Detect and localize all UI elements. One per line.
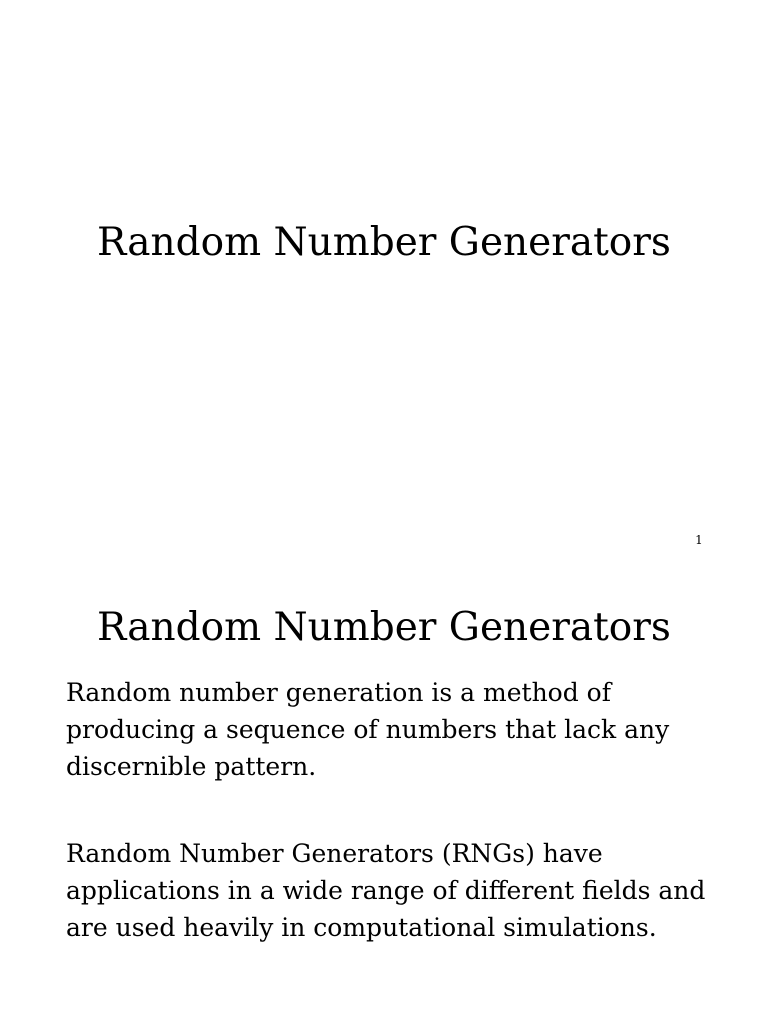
paragraph-definition: Random number generation is a method of producing a sequence of numbers that lack any discernible pattern. bbox=[66, 678, 670, 781]
content-slide-heading: Random Number Generators bbox=[97, 605, 671, 650]
paragraph-applications: Random Number Generators (RNGs) have applications in a wide range of different fields and are used heavily in computational simulations. bbox=[66, 839, 706, 942]
page-number: 1 bbox=[695, 533, 703, 547]
title-slide-heading: Random Number Generators bbox=[97, 220, 671, 265]
content-slide bbox=[0, 512, 768, 1024]
